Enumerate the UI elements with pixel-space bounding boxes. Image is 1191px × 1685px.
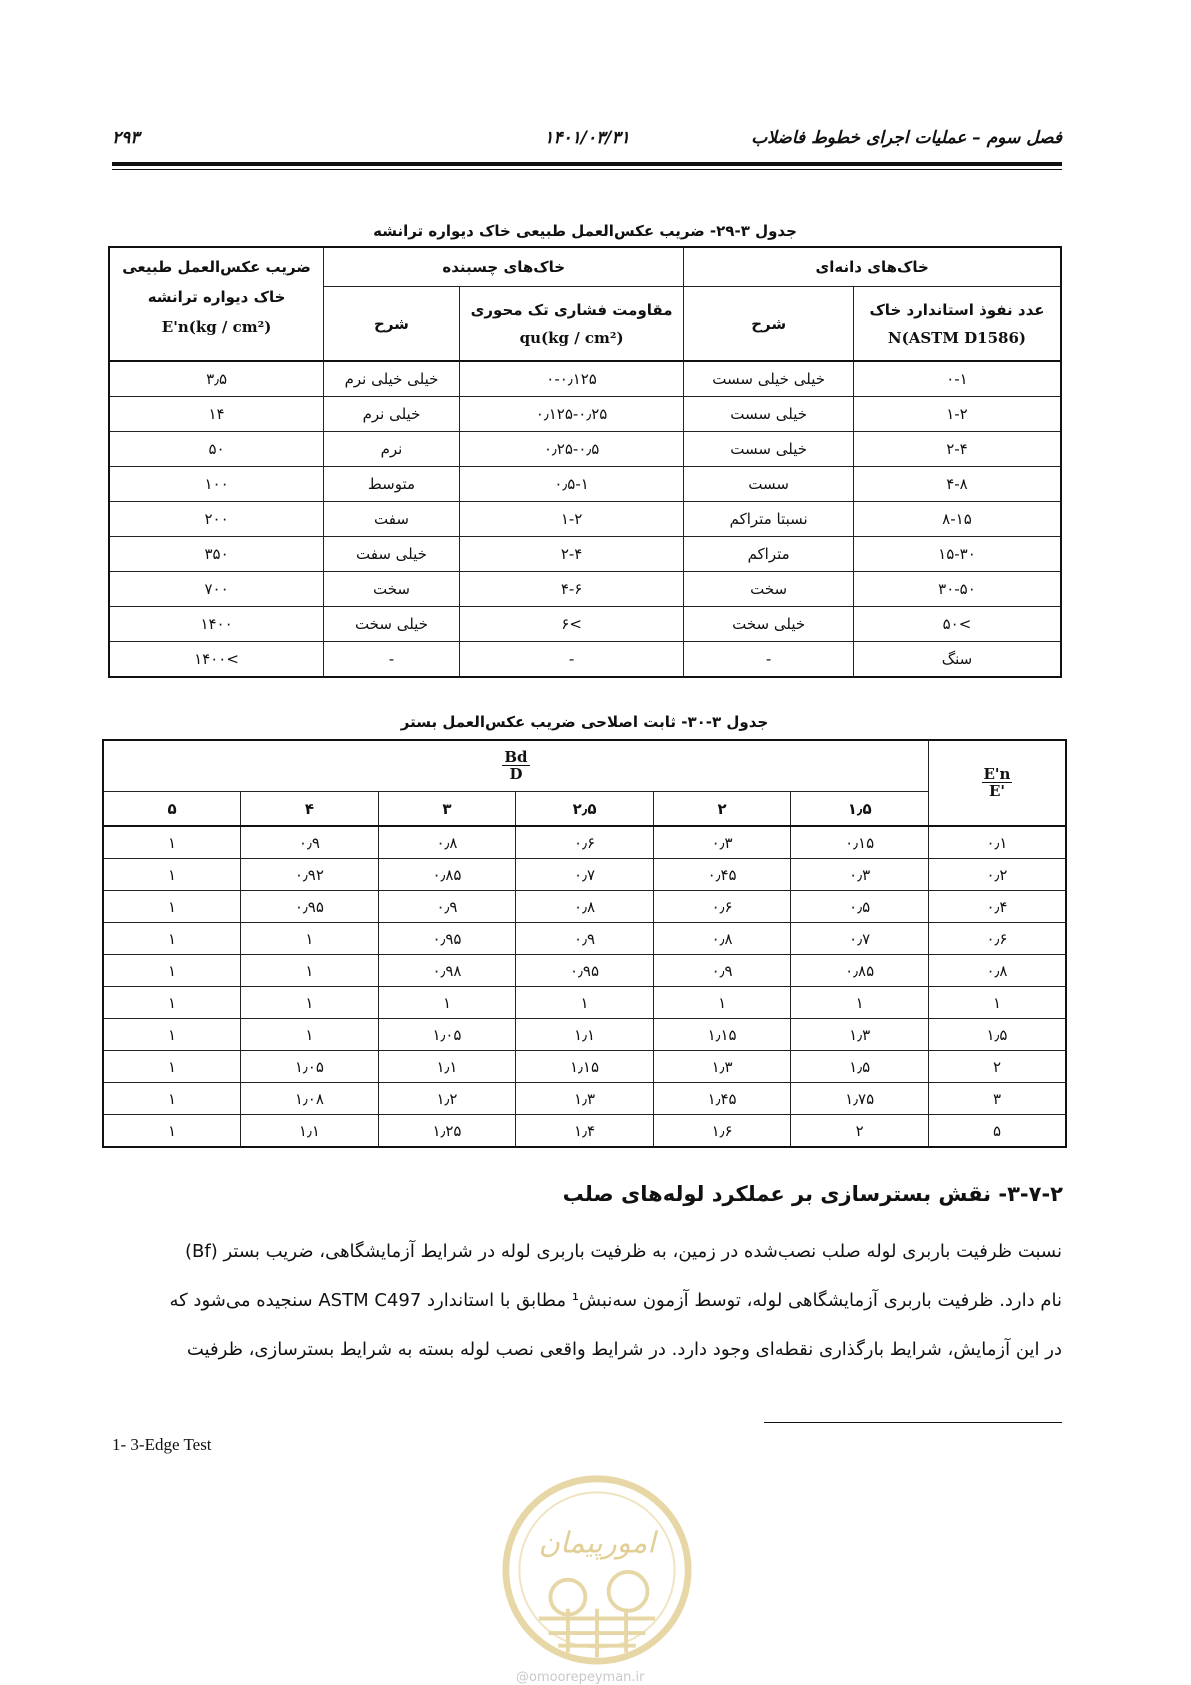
value-cell: ۱	[103, 859, 241, 891]
value-cell: ۰٫۹	[653, 955, 791, 987]
value-cell: ۱٫۰۵	[378, 1019, 516, 1051]
modulus-cell: ۷۰۰	[109, 572, 324, 607]
value-cell: ۰٫۵	[791, 891, 929, 923]
granular-desc-cell: متراکم	[684, 537, 854, 572]
value-cell: ۱٫۱۵	[516, 1051, 654, 1083]
watermark-logo	[500, 1473, 694, 1667]
value-cell: ۰٫۹	[241, 826, 379, 859]
qu-cell: ۰٫۲۵-۰٫۵	[459, 432, 684, 467]
spt-cell: ۱-۲	[853, 397, 1061, 432]
value-cell: ۱٫۲۵	[378, 1115, 516, 1148]
granular-desc-cell: نسبتا متراکم	[684, 502, 854, 537]
qu-cell: ۰٫۱۲۵-۰٫۲۵	[459, 397, 684, 432]
granular-desc-cell: خیلی سخت	[684, 607, 854, 642]
value-cell: ۱	[103, 891, 241, 923]
value-cell: ۰٫۸	[378, 826, 516, 859]
header-date: ۱۴۰۱/۰۳/۳۱	[544, 128, 630, 148]
value-cell: ۱	[241, 1019, 379, 1051]
ratio-header	[928, 740, 1066, 826]
spt-cell: ۲-۴	[853, 432, 1061, 467]
table2-caption: جدول ۳-۳۰- ثابت اصلاحی ضریب عکس‌العمل بستر	[400, 713, 769, 731]
cohesive-desc-cell: خیلی سفت	[324, 537, 460, 572]
bd-column-header: ۲	[653, 792, 791, 827]
value-cell: ۱	[103, 1115, 241, 1148]
ratio-numerator: E'n	[983, 765, 1011, 783]
table-row	[109, 607, 1061, 642]
modulus-cell: >۱۴۰۰	[109, 642, 324, 678]
col-modulus-header	[109, 247, 324, 361]
value-cell: ۰٫۷	[516, 859, 654, 891]
value-cell: ۱	[103, 1083, 241, 1115]
cohesive-desc-cell: -	[324, 642, 460, 678]
col-spt-line1: عدد نفوذ استاندارد خاک	[869, 300, 1045, 319]
modulus-cell: ۲۰۰	[109, 502, 324, 537]
table-row	[103, 1115, 1066, 1148]
value-cell: ۰٫۸۵	[791, 955, 929, 987]
value-cell: ۰٫۸	[653, 923, 791, 955]
col-modulus-line1: ضریب عکس‌العمل طبیعی	[122, 258, 311, 276]
table-row	[103, 987, 1066, 1019]
ratio-fraction	[982, 766, 1013, 799]
page-header	[112, 128, 1062, 152]
section-title: ۳-۷-۲- نقش بسترسازی بر عملکرد لوله‌های صلب	[562, 1182, 1063, 1206]
cohesive-desc-cell: سخت	[324, 572, 460, 607]
bd-column-header: ۱٫۵	[791, 792, 929, 827]
granular-desc-cell: سست	[684, 467, 854, 502]
value-cell: ۰٫۹۵	[378, 923, 516, 955]
value-cell: ۰٫۸۵	[378, 859, 516, 891]
watermark-site: @omoorepeyman.ir	[516, 1670, 645, 1685]
cohesive-desc-cell: سفت	[324, 502, 460, 537]
value-cell: ۰٫۴۵	[653, 859, 791, 891]
value-cell: ۱٫۵	[791, 1051, 929, 1083]
ratio-cell: ۵	[928, 1115, 1066, 1148]
ratio-cell: ۱	[928, 987, 1066, 1019]
bd-column-header: ۴	[241, 792, 379, 827]
ratio-cell: ۱٫۵	[928, 1019, 1066, 1051]
modulus-cell: ۳۵۰	[109, 537, 324, 572]
value-cell: ۱٫۰۸	[241, 1083, 379, 1115]
granular-desc-cell: سخت	[684, 572, 854, 607]
cohesive-desc-cell: خیلی سخت	[324, 607, 460, 642]
col-modulus-line2: خاک دیواره ترانشه	[147, 288, 286, 306]
paragraph-line: نام دارد. ظرفیت باربری آزمایشگاهی لوله، توسط آزمون سه‌نبش¹ مطابق با استاندارد ASTM C497 سنجیده می‌شود که	[169, 1290, 1062, 1311]
value-cell: ۱	[791, 987, 929, 1019]
spt-cell: ۸-۱۵	[853, 502, 1061, 537]
table-soil-modulus	[108, 246, 1062, 678]
table-row	[103, 826, 1066, 859]
value-cell: ۱٫۴	[516, 1115, 654, 1148]
modulus-cell: ۵۰	[109, 432, 324, 467]
cohesive-desc-cell: خیلی خیلی نرم	[324, 361, 460, 397]
table-row	[109, 572, 1061, 607]
footnote-rule	[764, 1422, 1062, 1423]
cohesive-desc-cell: متوسط	[324, 467, 460, 502]
ratio-cell: ۰٫۴	[928, 891, 1066, 923]
bd-column-header: ۲٫۵	[516, 792, 654, 827]
spt-cell: ۰-۱	[853, 361, 1061, 397]
page-number: ۲۹۳	[112, 128, 140, 148]
value-cell: ۱	[103, 955, 241, 987]
bd-numerator: Bd	[504, 748, 528, 766]
value-cell: ۰٫۹	[516, 923, 654, 955]
value-cell: ۲	[791, 1115, 929, 1148]
value-cell: ۰٫۸	[516, 891, 654, 923]
value-cell: ۱	[103, 987, 241, 1019]
modulus-cell: ۱۴	[109, 397, 324, 432]
table-row	[109, 642, 1061, 678]
value-cell: ۰٫۶	[653, 891, 791, 923]
paragraph-line: در این آزمایش، شرایط بارگذاری نقطه‌ای وجود دارد. در شرایط واقعی نصب لوله بسته به شرایط بسترسازی، ظرفیت	[186, 1339, 1062, 1360]
table-row	[109, 361, 1061, 397]
col-spt-header	[853, 287, 1061, 362]
value-cell: ۱٫۱	[516, 1019, 654, 1051]
value-cell: ۱	[103, 923, 241, 955]
table-row	[109, 502, 1061, 537]
value-cell: ۰٫۹۵	[516, 955, 654, 987]
spt-cell: ۳۰-۵۰	[853, 572, 1061, 607]
value-cell: ۱	[653, 987, 791, 1019]
table-row	[103, 891, 1066, 923]
cohesive-desc-cell: خیلی نرم	[324, 397, 460, 432]
cohesive-desc-cell: نرم	[324, 432, 460, 467]
col-granular-desc-header: شرح	[684, 287, 854, 362]
qu-cell: ۱-۲	[459, 502, 684, 537]
spt-cell: ۱۵-۳۰	[853, 537, 1061, 572]
table-row	[103, 955, 1066, 987]
bd-header	[103, 740, 928, 792]
col-qu-unit: qu(kg / cm²)	[519, 328, 624, 347]
col-qu-header	[459, 287, 684, 362]
value-cell: ۰٫۹۵	[241, 891, 379, 923]
modulus-cell: ۱۴۰۰	[109, 607, 324, 642]
granular-desc-cell: -	[684, 642, 854, 678]
value-cell: ۰٫۳	[653, 826, 791, 859]
bd-fraction	[502, 749, 529, 782]
bd-column-header: ۳	[378, 792, 516, 827]
value-cell: ۱٫۱	[241, 1115, 379, 1148]
spt-cell: ۴-۸	[853, 467, 1061, 502]
qu-cell: ۴-۶	[459, 572, 684, 607]
table-row	[103, 1083, 1066, 1115]
body-paragraph	[112, 1227, 1062, 1374]
ratio-denominator: E'	[988, 782, 1005, 800]
table-row	[109, 467, 1061, 502]
header-rule-thick	[112, 162, 1062, 166]
ratio-cell: ۳	[928, 1083, 1066, 1115]
table1-caption: جدول ۳-۲۹- ضریب عکس‌العمل طبیعی خاک دیواره ترانشه	[373, 222, 797, 240]
table-row	[103, 1051, 1066, 1083]
value-cell: ۰٫۹۸	[378, 955, 516, 987]
value-cell: ۱	[103, 1019, 241, 1051]
table-row	[103, 923, 1066, 955]
value-cell: ۱٫۶	[653, 1115, 791, 1148]
ratio-cell: ۰٫۲	[928, 859, 1066, 891]
granular-desc-cell: خیلی سست	[684, 432, 854, 467]
value-cell: ۰٫۹	[378, 891, 516, 923]
group-granular-header: خاک‌های دانه‌ای	[684, 247, 1061, 287]
granular-desc-cell: خیلی خیلی سست	[684, 361, 854, 397]
value-cell: ۱	[241, 923, 379, 955]
bd-denominator: D	[509, 765, 523, 783]
value-cell: ۱٫۲	[378, 1083, 516, 1115]
value-cell: ۱٫۰۵	[241, 1051, 379, 1083]
group-cohesive-header: خاک‌های چسبنده	[324, 247, 684, 287]
value-cell: ۰٫۳	[791, 859, 929, 891]
watermark-logo-text: امورپیمان	[538, 1525, 656, 1560]
col-qu-line1: مقاومت فشاری تک محوری	[470, 300, 673, 319]
qu-cell: >۶	[459, 607, 684, 642]
table-row	[109, 397, 1061, 432]
table-row	[109, 432, 1061, 467]
ratio-cell: ۰٫۱	[928, 826, 1066, 859]
granular-desc-cell: خیلی سست	[684, 397, 854, 432]
value-cell: ۱٫۴۵	[653, 1083, 791, 1115]
bd-column-header: ۵	[103, 792, 241, 827]
modulus-cell: ۳٫۵	[109, 361, 324, 397]
spt-cell: >۵۰	[853, 607, 1061, 642]
value-cell: ۰٫۹۲	[241, 859, 379, 891]
value-cell: ۱٫۱	[378, 1051, 516, 1083]
qu-cell: ۲-۴	[459, 537, 684, 572]
header-rule-thin	[112, 169, 1062, 170]
value-cell: ۱	[241, 987, 379, 1019]
ratio-cell: ۰٫۶	[928, 923, 1066, 955]
qu-cell: ۰٫۵-۱	[459, 467, 684, 502]
chapter-title: فصل سوم – عملیات اجرای خطوط فاضلاب	[751, 128, 1062, 148]
value-cell: ۱٫۱۵	[653, 1019, 791, 1051]
ratio-cell: ۲	[928, 1051, 1066, 1083]
value-cell: ۰٫۶	[516, 826, 654, 859]
ratio-cell: ۰٫۸	[928, 955, 1066, 987]
value-cell: ۱٫۷۵	[791, 1083, 929, 1115]
footnote: 1- 3-Edge Test	[112, 1435, 212, 1454]
value-cell: ۱	[103, 826, 241, 859]
value-cell: ۱	[103, 1051, 241, 1083]
qu-cell: -	[459, 642, 684, 678]
table-correction-factor	[102, 739, 1067, 1148]
paragraph-line: نسبت ظرفیت باربری لوله صلب نصب‌شده در زمین، به ظرفیت باربری لوله در شرایط آزمایشگاهی، ضریب بستر (Bf)	[185, 1241, 1062, 1262]
table-row	[103, 859, 1066, 891]
spt-cell: سنگ	[853, 642, 1061, 678]
modulus-cell: ۱۰۰	[109, 467, 324, 502]
value-cell: ۱٫۳	[791, 1019, 929, 1051]
value-cell: ۱٫۳	[653, 1051, 791, 1083]
col-modulus-unit: E'n(kg / cm²)	[161, 318, 272, 336]
col-spt-line2: N(ASTM D1586)	[887, 328, 1027, 347]
qu-cell: ۰-۰٫۱۲۵	[459, 361, 684, 397]
value-cell: ۱	[241, 955, 379, 987]
value-cell: ۰٫۷	[791, 923, 929, 955]
value-cell: ۱٫۳	[516, 1083, 654, 1115]
col-cohesive-desc-header: شرح	[324, 287, 460, 362]
table-row	[109, 537, 1061, 572]
value-cell: ۱	[378, 987, 516, 1019]
table-row	[103, 1019, 1066, 1051]
value-cell: ۱	[516, 987, 654, 1019]
value-cell: ۰٫۱۵	[791, 826, 929, 859]
